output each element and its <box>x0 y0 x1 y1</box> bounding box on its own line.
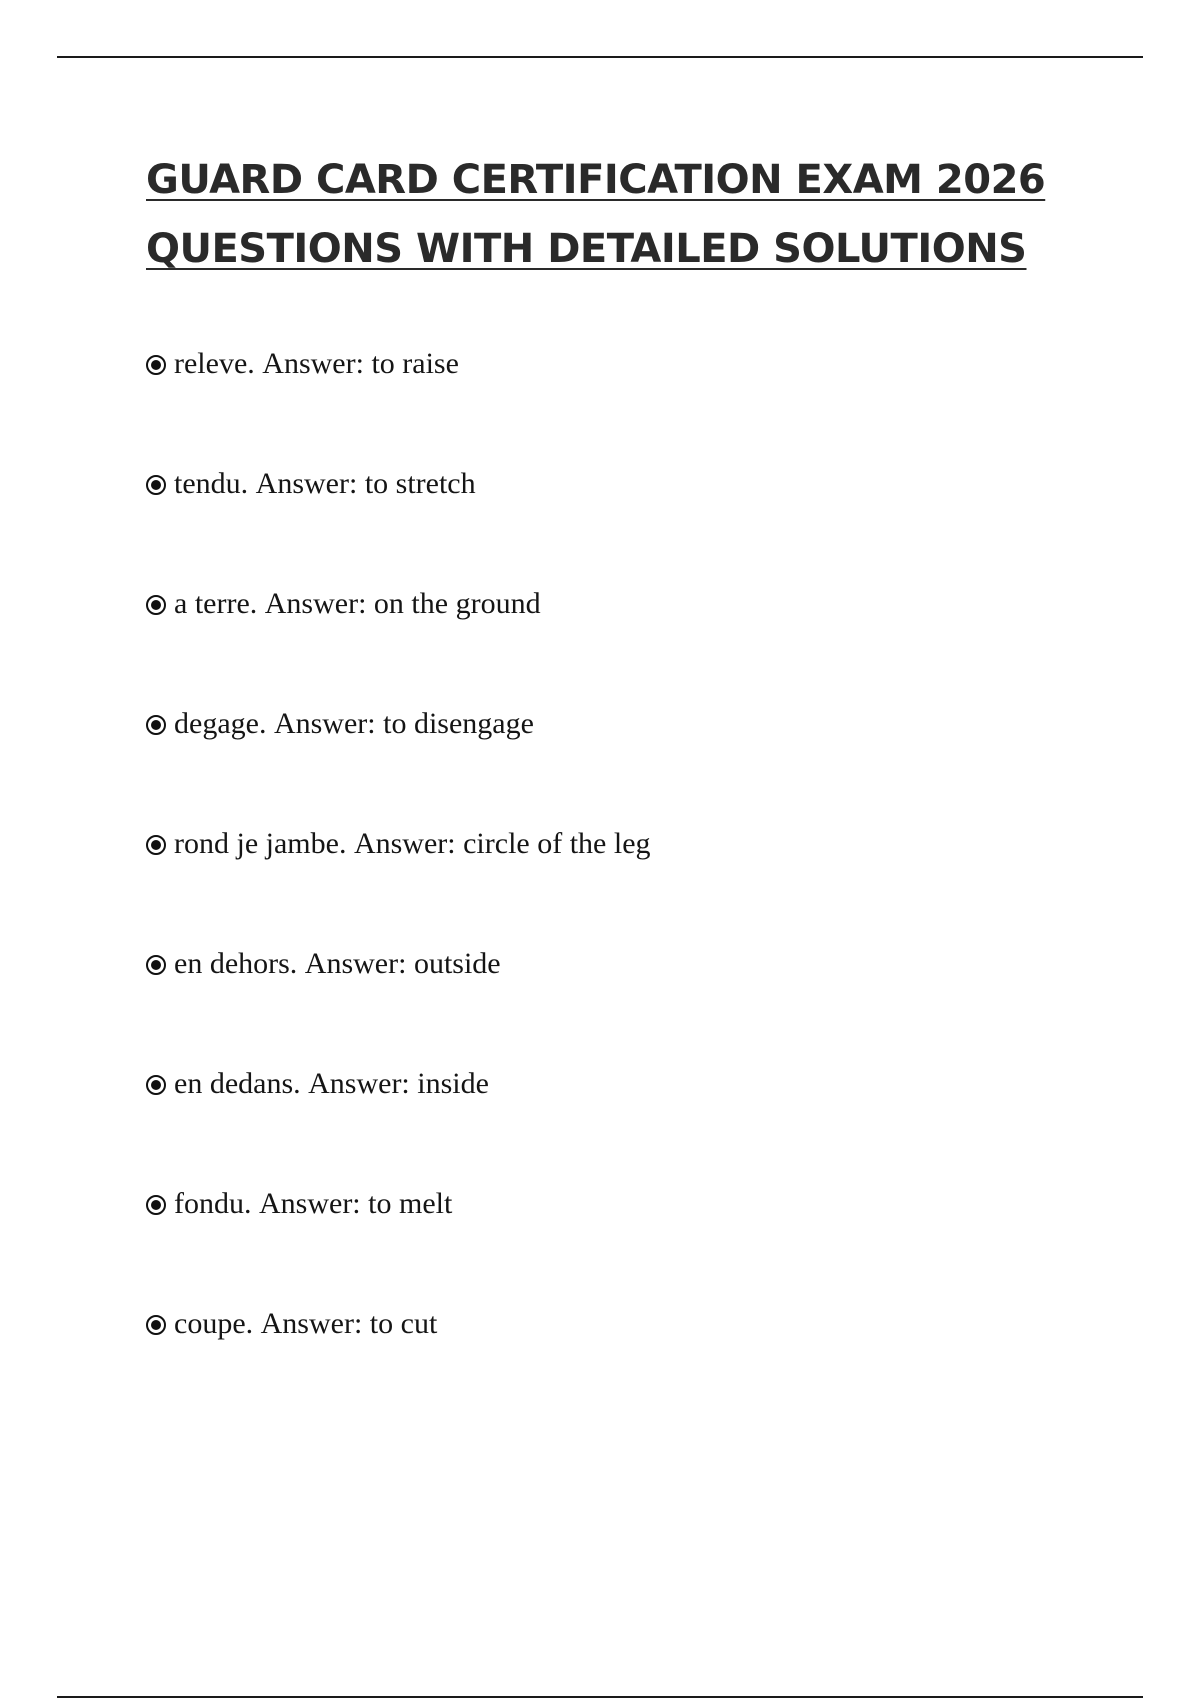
title-line-2: QUESTIONS WITH DETAILED SOLUTIONS <box>146 226 1027 272</box>
item-answer: to disengage <box>383 707 534 740</box>
answer-label: Answer: <box>304 947 407 980</box>
item-term: rond je jambe. <box>174 827 347 860</box>
document-title <box>146 146 1106 284</box>
item-term: a terre. <box>174 587 258 620</box>
radio-filled-circle-icon <box>146 595 166 615</box>
item-answer: circle of the leg <box>463 827 651 860</box>
answer-label: Answer: <box>353 827 456 860</box>
list-item <box>146 584 651 636</box>
radio-filled-circle-icon <box>146 1075 166 1095</box>
answer-label: Answer: <box>273 707 376 740</box>
item-term: releve. <box>174 347 255 380</box>
item-answer: outside <box>413 947 501 980</box>
item-term: degage. <box>174 707 267 740</box>
radio-filled-circle-icon <box>146 835 166 855</box>
item-answer: to raise <box>371 347 459 380</box>
answer-label: Answer: <box>308 1067 410 1100</box>
item-answer: to stretch <box>364 467 476 500</box>
item-term: fondu. <box>174 1187 252 1220</box>
list-item <box>146 344 651 396</box>
item-answer: to melt <box>368 1187 453 1220</box>
list-item <box>146 464 651 516</box>
item-term: coupe. <box>174 1307 254 1340</box>
answer-label: Answer: <box>262 347 364 380</box>
item-answer: inside <box>417 1067 489 1100</box>
list-item <box>146 1064 651 1116</box>
footer-rule <box>57 1696 1143 1698</box>
item-answer: on the ground <box>373 587 541 620</box>
item-term: tendu. <box>174 467 249 500</box>
radio-filled-circle-icon <box>146 355 166 375</box>
header-rule <box>57 56 1143 58</box>
title-line-1: GUARD CARD CERTIFICATION EXAM 2026 <box>146 157 1046 203</box>
item-term: en dehors. <box>174 947 298 980</box>
radio-filled-circle-icon <box>146 475 166 495</box>
radio-filled-circle-icon <box>146 1195 166 1215</box>
answer-label: Answer: <box>264 587 367 620</box>
list-item <box>146 1184 651 1236</box>
radio-filled-circle-icon <box>146 715 166 735</box>
list-item <box>146 824 651 876</box>
answer-label: Answer: <box>260 1307 363 1340</box>
radio-filled-circle-icon <box>146 955 166 975</box>
item-term: en dedans. <box>174 1067 301 1100</box>
item-answer: to cut <box>369 1307 438 1340</box>
list-item <box>146 704 651 756</box>
answer-label: Answer: <box>255 467 358 500</box>
list-item <box>146 1304 651 1356</box>
qa-list <box>146 347 651 1356</box>
radio-filled-circle-icon <box>146 1315 166 1335</box>
list-item <box>146 944 651 996</box>
answer-label: Answer: <box>259 1187 361 1220</box>
